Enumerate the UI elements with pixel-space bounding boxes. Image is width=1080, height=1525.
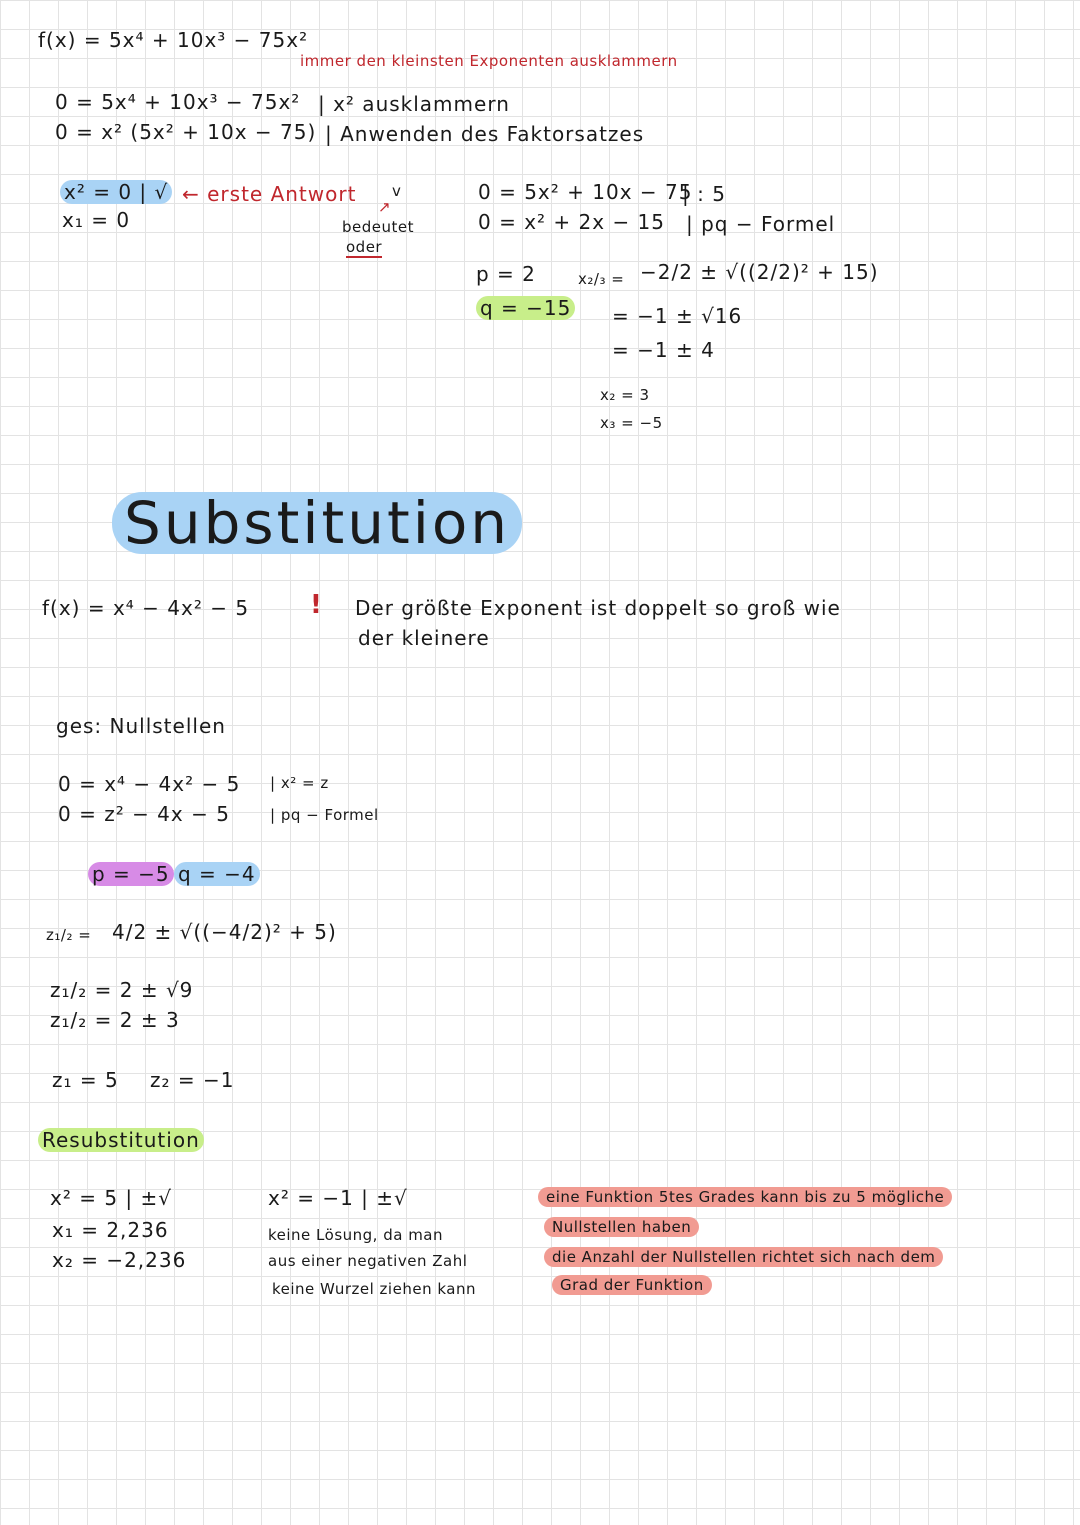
pq-step-1: = −1 ± √16 bbox=[612, 304, 743, 328]
equation-1: 0 = 5x⁴ + 10x³ − 75x² bbox=[55, 90, 301, 114]
solution-z1: z₁ = 5 bbox=[52, 1068, 119, 1092]
function-definition-1: f(x) = 5x⁴ + 10x³ − 75x² bbox=[38, 28, 309, 52]
right-equation-1: 0 = 5x² + 10x − 75 bbox=[478, 180, 693, 204]
q-value-2: q = −4 bbox=[174, 862, 260, 886]
sub-equation-2-note: | pq − Formel bbox=[270, 806, 379, 824]
red-note-exponent: immer den kleinsten Exponenten ausklammern bbox=[300, 52, 678, 70]
p-value-1: p = 2 bbox=[476, 262, 536, 286]
substitution-heading: Substitution bbox=[112, 492, 522, 554]
z-step-2: z₁/₂ = 2 ± 3 bbox=[50, 1008, 180, 1032]
right-equation-1-note: | : 5 bbox=[682, 182, 726, 206]
exclamation-icon: ! bbox=[310, 590, 323, 620]
x-squared-zero: x² = 0 | √ bbox=[60, 180, 172, 204]
first-answer-note: ← erste Antwort bbox=[182, 182, 357, 206]
right-equation-2-note: | pq − Formel bbox=[686, 212, 836, 236]
solution-x1: x₁ = 0 bbox=[62, 208, 131, 232]
equation-1-note: | x² ausklammern bbox=[318, 92, 510, 116]
negative-equation: x² = −1 | ±√ bbox=[268, 1186, 408, 1210]
sub-equation-2: 0 = z² − 4x − 5 bbox=[58, 802, 230, 826]
arrow-icon: ↗ bbox=[378, 198, 392, 216]
sub-equation-1: 0 = x⁴ − 4x² − 5 bbox=[58, 772, 241, 796]
info-line-4: Grad der Funktion bbox=[552, 1276, 712, 1294]
resub-x1: x₁ = 2,236 bbox=[52, 1218, 169, 1242]
equation-2: 0 = x² (5x² + 10x − 75) bbox=[55, 120, 317, 144]
info-line-2: Nullstellen haben bbox=[544, 1218, 699, 1236]
negative-note-line1: keine Lösung, da man bbox=[268, 1226, 443, 1244]
equation-2-note: | Anwenden des Faktorsatzes bbox=[325, 122, 645, 146]
negative-note-line2: aus einer negativen Zahl bbox=[268, 1252, 468, 1270]
exponent-note-line1: Der größte Exponent ist doppelt so groß wie bbox=[355, 596, 841, 620]
info-line-3: die Anzahl der Nullstellen richtet sich nach dem bbox=[544, 1248, 943, 1266]
ges-nullstellen: ges: Nullstellen bbox=[56, 714, 226, 738]
solution-z2: z₂ = −1 bbox=[150, 1068, 235, 1092]
pq-step-2: = −1 ± 4 bbox=[612, 338, 715, 362]
pq-formula-1: −2/2 ± √((2/2)² + 15) bbox=[640, 260, 879, 284]
exponent-note-line2: der kleinere bbox=[358, 626, 490, 650]
negative-note-line3: keine Wurzel ziehen kann bbox=[272, 1280, 476, 1298]
sub-equation-1-note: | x² = z bbox=[270, 774, 329, 792]
resubstitution-label: Resubstitution bbox=[38, 1128, 204, 1152]
info-line-1: eine Funktion 5tes Grades kann bis zu 5 mögliche bbox=[538, 1188, 952, 1206]
p-value-2: p = −5 bbox=[88, 862, 174, 886]
q-value-1: q = −15 bbox=[476, 296, 575, 320]
z12-label: z₁/₂ = bbox=[46, 926, 92, 944]
resub-x2: x₂ = −2,236 bbox=[52, 1248, 187, 1272]
pq-formula-2: 4/2 ± √((−4/2)² + 5) bbox=[112, 920, 337, 944]
solution-x3: x₃ = −5 bbox=[600, 414, 663, 432]
function-definition-2: f(x) = x⁴ − 4x² − 5 bbox=[42, 596, 250, 620]
bedeutet-label: bedeutet bbox=[342, 218, 414, 236]
oder-label: oder bbox=[346, 238, 383, 256]
solution-x2: x₂ = 3 bbox=[600, 386, 650, 404]
resub-equation: x² = 5 | ±√ bbox=[50, 1186, 173, 1210]
x23-label: x₂/₃ = bbox=[578, 270, 625, 288]
v-symbol: v bbox=[392, 182, 402, 200]
z-step-1: z₁/₂ = 2 ± √9 bbox=[50, 978, 194, 1002]
right-equation-2: 0 = x² + 2x − 15 bbox=[478, 210, 666, 234]
